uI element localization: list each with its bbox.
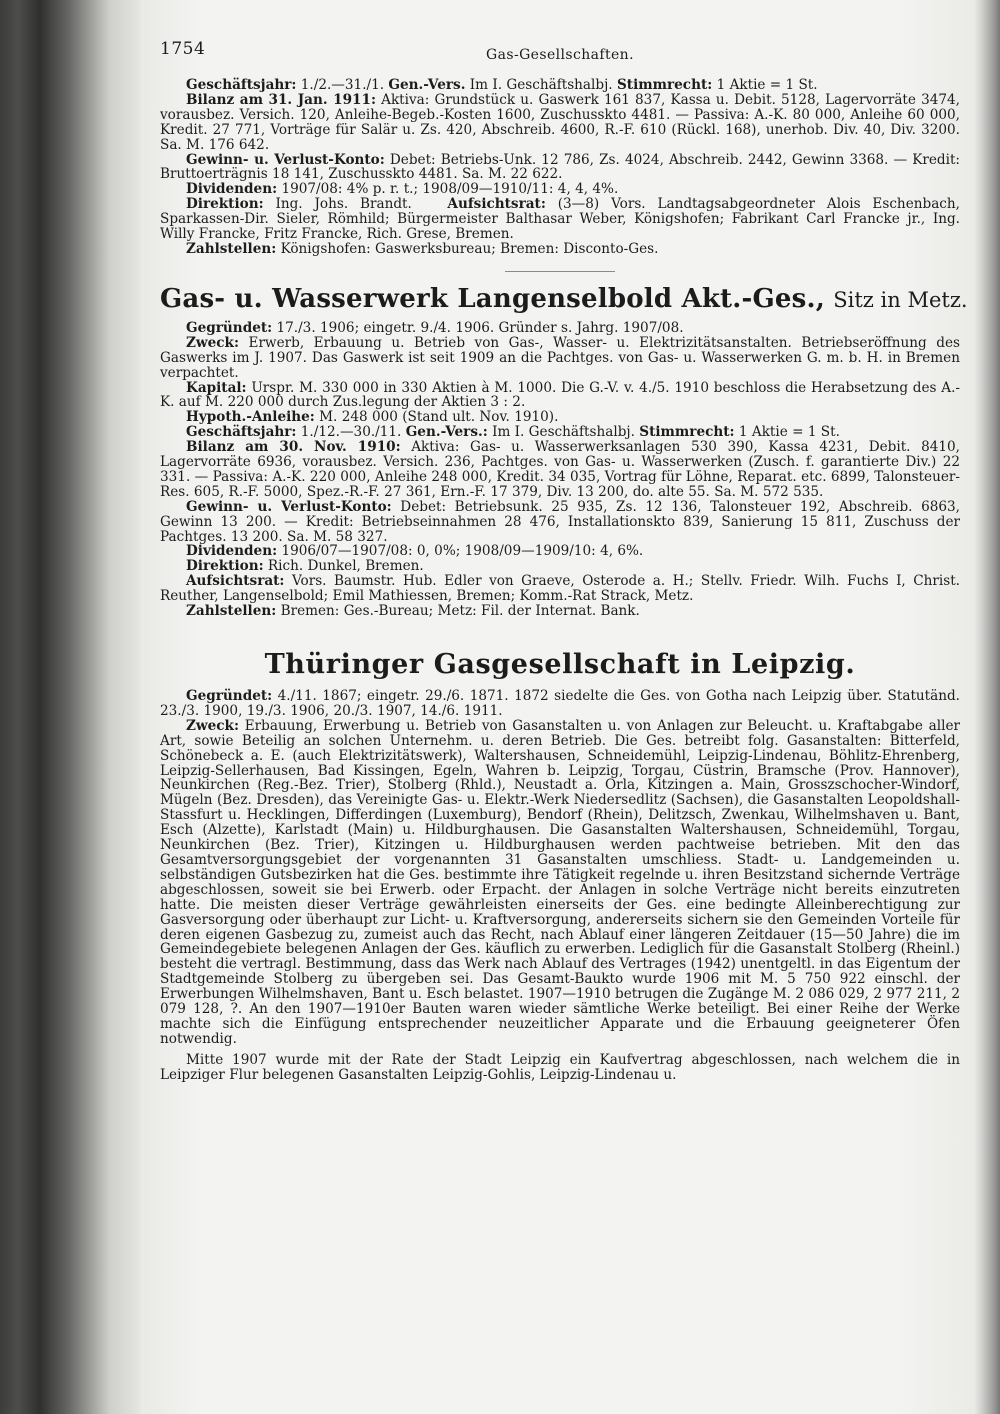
prev-direktion-aufsichtsrat: Direktion: Ing. Johs. Brandt. Aufsichtsrat: (3—8) Vors. Landtagsabgeordneter Alois Eschenbach, Sparkassen-Dir. Sieler, Römhild; Bürgermeister Balthasar Weber, Königshofen; Fabrikant Carl Francke jr., Ing. Willy Francke, Fritz Francke, Rich. Grese, Bremen. <box>160 196 960 243</box>
stimmrecht-label: Stimmrecht: <box>616 77 713 93</box>
kapital: Kapital: Urspr. M. 330 000 in 330 Aktien à M. 1000. Die G.-V. v. 4./5. 1910 beschloss die Herabsetzung des A.-K. auf M. 220 000 durch Zus.legung der Aktien 3 : 2. <box>160 379 961 411</box>
geschaeftsjahr-label: Geschäftsjahr: <box>186 77 297 93</box>
zweck: Zweck: Erbauung, Erwerbung u. Betrieb von Gasanstalten u. von Anlagen zur Beleucht. u. Kraftabgabe aller Art, sowie Beteilig an solchen Unternehm. u. deren Betrieb. Die Ges. betreibt folg. Gasanstalten: Bitterfeld, Schönebeck a. E. (auch Elektrizitätswerk), Waltershausen, Schneidemühl, Leipzig-Lindenau, Böhlitz-Ehrenberg, Leipzig-Sellerhausen, Bad Kissingen, Egeln, Wahren b. Leipzig, Torgau, Cüstrin, Bramsche (Prov. Hannover), Neunkirchen (Reg.-Bez. Trier), Stolberg (Rhld.), Neustadt a. Orla, Kitzingen a. Main, Grosszschocher-Windorf, Mügeln (Bez. Dresden), das Vereinigte Gas- u. Elektr.-Werk Niedersedlitz (Sachsen), die Gasanstalten Leopoldshall-Stassfurt u. Hecklingen, Differdingen (Luxemburg), Bendorf (Rhein), Delitzsch, Zwenkau, Wilhelmshaven u. Bant, Esch (Alzette), Karlstadt (Main) u. Hildburghausen. Die Gasanstalten Waltershausen, Schneidemühl, Torgau, Neunkirchen (Bez. Trier), Kitzingen u. Hildburghausen werden pachtweise betrieben. Mit den das Gesamtversorgungsgebiet der vorgenannten 31 Gasanstalten umschliess. Stadt- u. Landgemeinden u. selbständigen Gutsbezirken hat die Ges. bestimmte ihre Tätigkeit regelnde u. ihren Besitzstand sichernde Verträge abgeschlossen, soweit sie bei Erwerb. oder Erpacht. der Anlagen in solche Verträge nicht bereits einzutreten hatte. Die meisten dieser Verträge gewährleisten einerseits der Ges. eine bedingte Alleinberechtigung zur Gasversorgung oder überhaupt zur Licht- u. Kraftversorgung, andererseits sichern sie den Gemeinden Vorteile für deren eigenen Gasbezug zu, zumeist auch das Recht, nach Ablauf einer längeren Zeitdauer (15—50 Jahre) die im Gemeindegebiete belegenen Anlagen der Ges. käuflich zu erwerben. Lediglich für die Gasanstalt Stolberg (Rheinl.) besteht die vertragl. Bestimmung, dass das Werk nach Ablauf des Vertrages (1942) unentgeltl. in das Eigentum der Stadtgemeinde Stolberg zu übergeben sei. Das Gesamt-Baukto wurde 1906 mit M. 5 750 922 einschl. der Erwerbungen Wilhelmshaven, Bant u. Esch belastet. 1907—1910 betrugen die Zugänge M. 2 086 029, 2 977 211, 2 079 128, ?. An den 1907—1910er Bauten waren wieder sämtliche Werke beteiligt. Bei einer Reihe der Werke machte sich die Einfügung entsprechender neuzeitlicher Apparate und die Erbauung geeigneterer Öfen notwendig. <box>160 717 960 1047</box>
gewinn-label: Gewinn- u. Verlust-Konto: <box>186 151 385 168</box>
paragraph-mitte-1907: Mitte 1907 wurde mit der Rate der Stadt Leipzig ein Kaufvertrag abgeschlossen, nach welchem die in Leipziger Flur belegenen Gasanstalten Leipzig-Gohlis, Leipzig-Lindenau u. <box>160 1051 960 1083</box>
bilanz: Bilanz am 30. Nov. 1910: Aktiva: Gas- u. Wasserwerksanlagen 530 390, Kassa 4231, Debit. 8410, Lagervorräte 6936, vorausbez. Versich. 236, Pachtges. von Gas- u. Wasserwerken (Zusch. f. garantierte Div.) 22 331. — Passiva: A.-K. 220 000, Anleihe 248 000, Kredit. 34 035, Vortrag für Löhne, Reparat. etc. 6899, Talonsteuer-Res. 605, R.-F. 5000, Spez.-R.-F. 27 361, Ern.-F. 17 379, Div. 13 200, do. alte 55. Sa. M. 572 535. <box>160 439 960 500</box>
prev-gewinn-konto: Gewinn- u. Verlust-Konto: Debet: Betriebs-Unk. 12 786, Zs. 4024, Abschreib. 2442, Gewinn 3368. — Kredit: Bruttoerträgnis 18 141, Zuschusskto 4481. Sa. M. 22 622. <box>160 151 960 183</box>
company-title: Thüringer Gasgesellschaft in Leipzig. <box>264 649 856 680</box>
prev-bilanz: Bilanz am 31. Jan. 1911: Aktiva: Grundstück u. Gaswerk 161 837, Kassa u. Debit. 5128, Lagervorräte 3474, vorausbez. Versich. 120, Anleihe-Begeb.-Kosten 1600, Zuschusskto 4481. — Passiva: A.-K. 80 000, Anleihe 60 000, Kredit. 27 771, Vorträge für Salär u. Zs. 420, Abschreib. 4600, R.-F. 610 (Rückl. 168), unerhob. Div. 40, Div. 3200. Sa. M. 176 642. <box>160 91 960 153</box>
zahlstellen-label: Zahlstellen: <box>186 240 277 257</box>
aufsichtsrat-label: Aufsichtsrat: <box>447 196 546 213</box>
page-number: 1754 <box>160 39 206 59</box>
book-binding-shadow <box>0 0 150 1414</box>
gewinn-konto: Gewinn- u. Verlust-Konto: Debet: Betriebsunk. 25 935, Zs. 12 136, Talonsteuer 192, Abschreib. 6863, Gewinn 13 200. — Kredit: Betriebseinnahmen 28 476, Installationskto 839, Sanierung 15 811, Zuschuss der Pachtges. 13 200. Sa. M. 58 327. <box>160 498 960 545</box>
aufsichtsrat: Aufsichtsrat: Vors. Baumstr. Hub. Edler von Graeve, Osterode a. H.; Stellv. Friedr. Wilh. Fuchs I, Christ. Reuther, Langenselbold; Emil Mathiessen, Bremen; Komm.-Rat Strack, Metz. <box>160 573 960 605</box>
dividenden: Dividenden: 1906/07—1907/08: 0, 0%; 1908/09—1909/10: 4, 6%. <box>186 543 644 560</box>
hypoth-anleihe: Hypoth.-Anleihe: M. 248 000 (Stand ult. Nov. 1910). <box>186 409 559 426</box>
direktion-label: Direktion: <box>186 196 264 213</box>
book-page <box>140 0 974 1414</box>
company-title: Gas- u. Wasserwerk Langenselbold Akt.-Ges., Sitz in Metz. <box>160 283 968 314</box>
company-thueringer-gas <box>160 649 960 1083</box>
direktion: Direktion: Rich. Dunkel, Bremen. <box>186 558 424 575</box>
gegruendet: Gegründet: 4./11. 1867; eingetr. 29./6. 1871. 1872 siedelte die Ges. von Gotha nach Leipzig über. Statutänd. 23./3. 1900, 19./3. 1906, 20./3. 1907, 14./6. 1911. <box>160 688 961 719</box>
gegruendet: Gegründet: 17./3. 1906; eingetr. 9./4. 1906. Gründer s. Jahrg. 1907/08. <box>186 319 684 336</box>
prev-zahlstellen: Zahlstellen: Königshofen: Gaswerksbureau; Bremen: Disconto-Ges. <box>186 240 659 257</box>
genvers-label: Gen.-Vers. <box>388 77 466 93</box>
prev-dividenden: Dividenden: 1907/08: 4% p. r. t.; 1908/09—1910/11: 4, 4, 4%. <box>186 181 619 198</box>
zahlstellen: Zahlstellen: Bremen: Ges.-Bureau; Metz: Fil. der Internat. Bank. <box>186 603 640 620</box>
company-seat: Sitz in Metz. <box>833 287 968 312</box>
company-langenselbold <box>160 283 968 620</box>
zweck: Zweck: Erwerb, Erbauung u. Betrieb von Gas-, Wasser- u. Elektrizitätsanstalten. Betriebseröffnung des Gaswerks im J. 1907. Das Gaswerk ist seit 1909 an die Pachtges. von Gas- u. Wasserwerken G. m. b. H. in Bremen verpachtet. <box>160 334 960 381</box>
prev-company-section <box>160 78 960 257</box>
running-head: Gas-Gesellschaften. <box>486 47 634 63</box>
page-header <box>160 30 960 78</box>
prev-geschaeftsjahr: Geschäftsjahr: 1./2.—31./1. Gen.-Vers. Im I. Geschäftshalbj. Stimmrecht: 1 Aktie = 1 St. <box>186 77 818 93</box>
dividenden-label: Dividenden: <box>186 181 278 198</box>
bilanz-label: Bilanz am 31. Jan. 1911: <box>186 91 376 108</box>
page-edge-shadow <box>972 0 1000 1414</box>
page-content <box>160 30 968 1083</box>
geschaeftsjahr: Geschäftsjahr: 1./12.—30./11. Gen.-Vers.: Im I. Geschäftshalbj. Stimmrecht: 1 Aktie = 1 St. <box>186 424 840 441</box>
